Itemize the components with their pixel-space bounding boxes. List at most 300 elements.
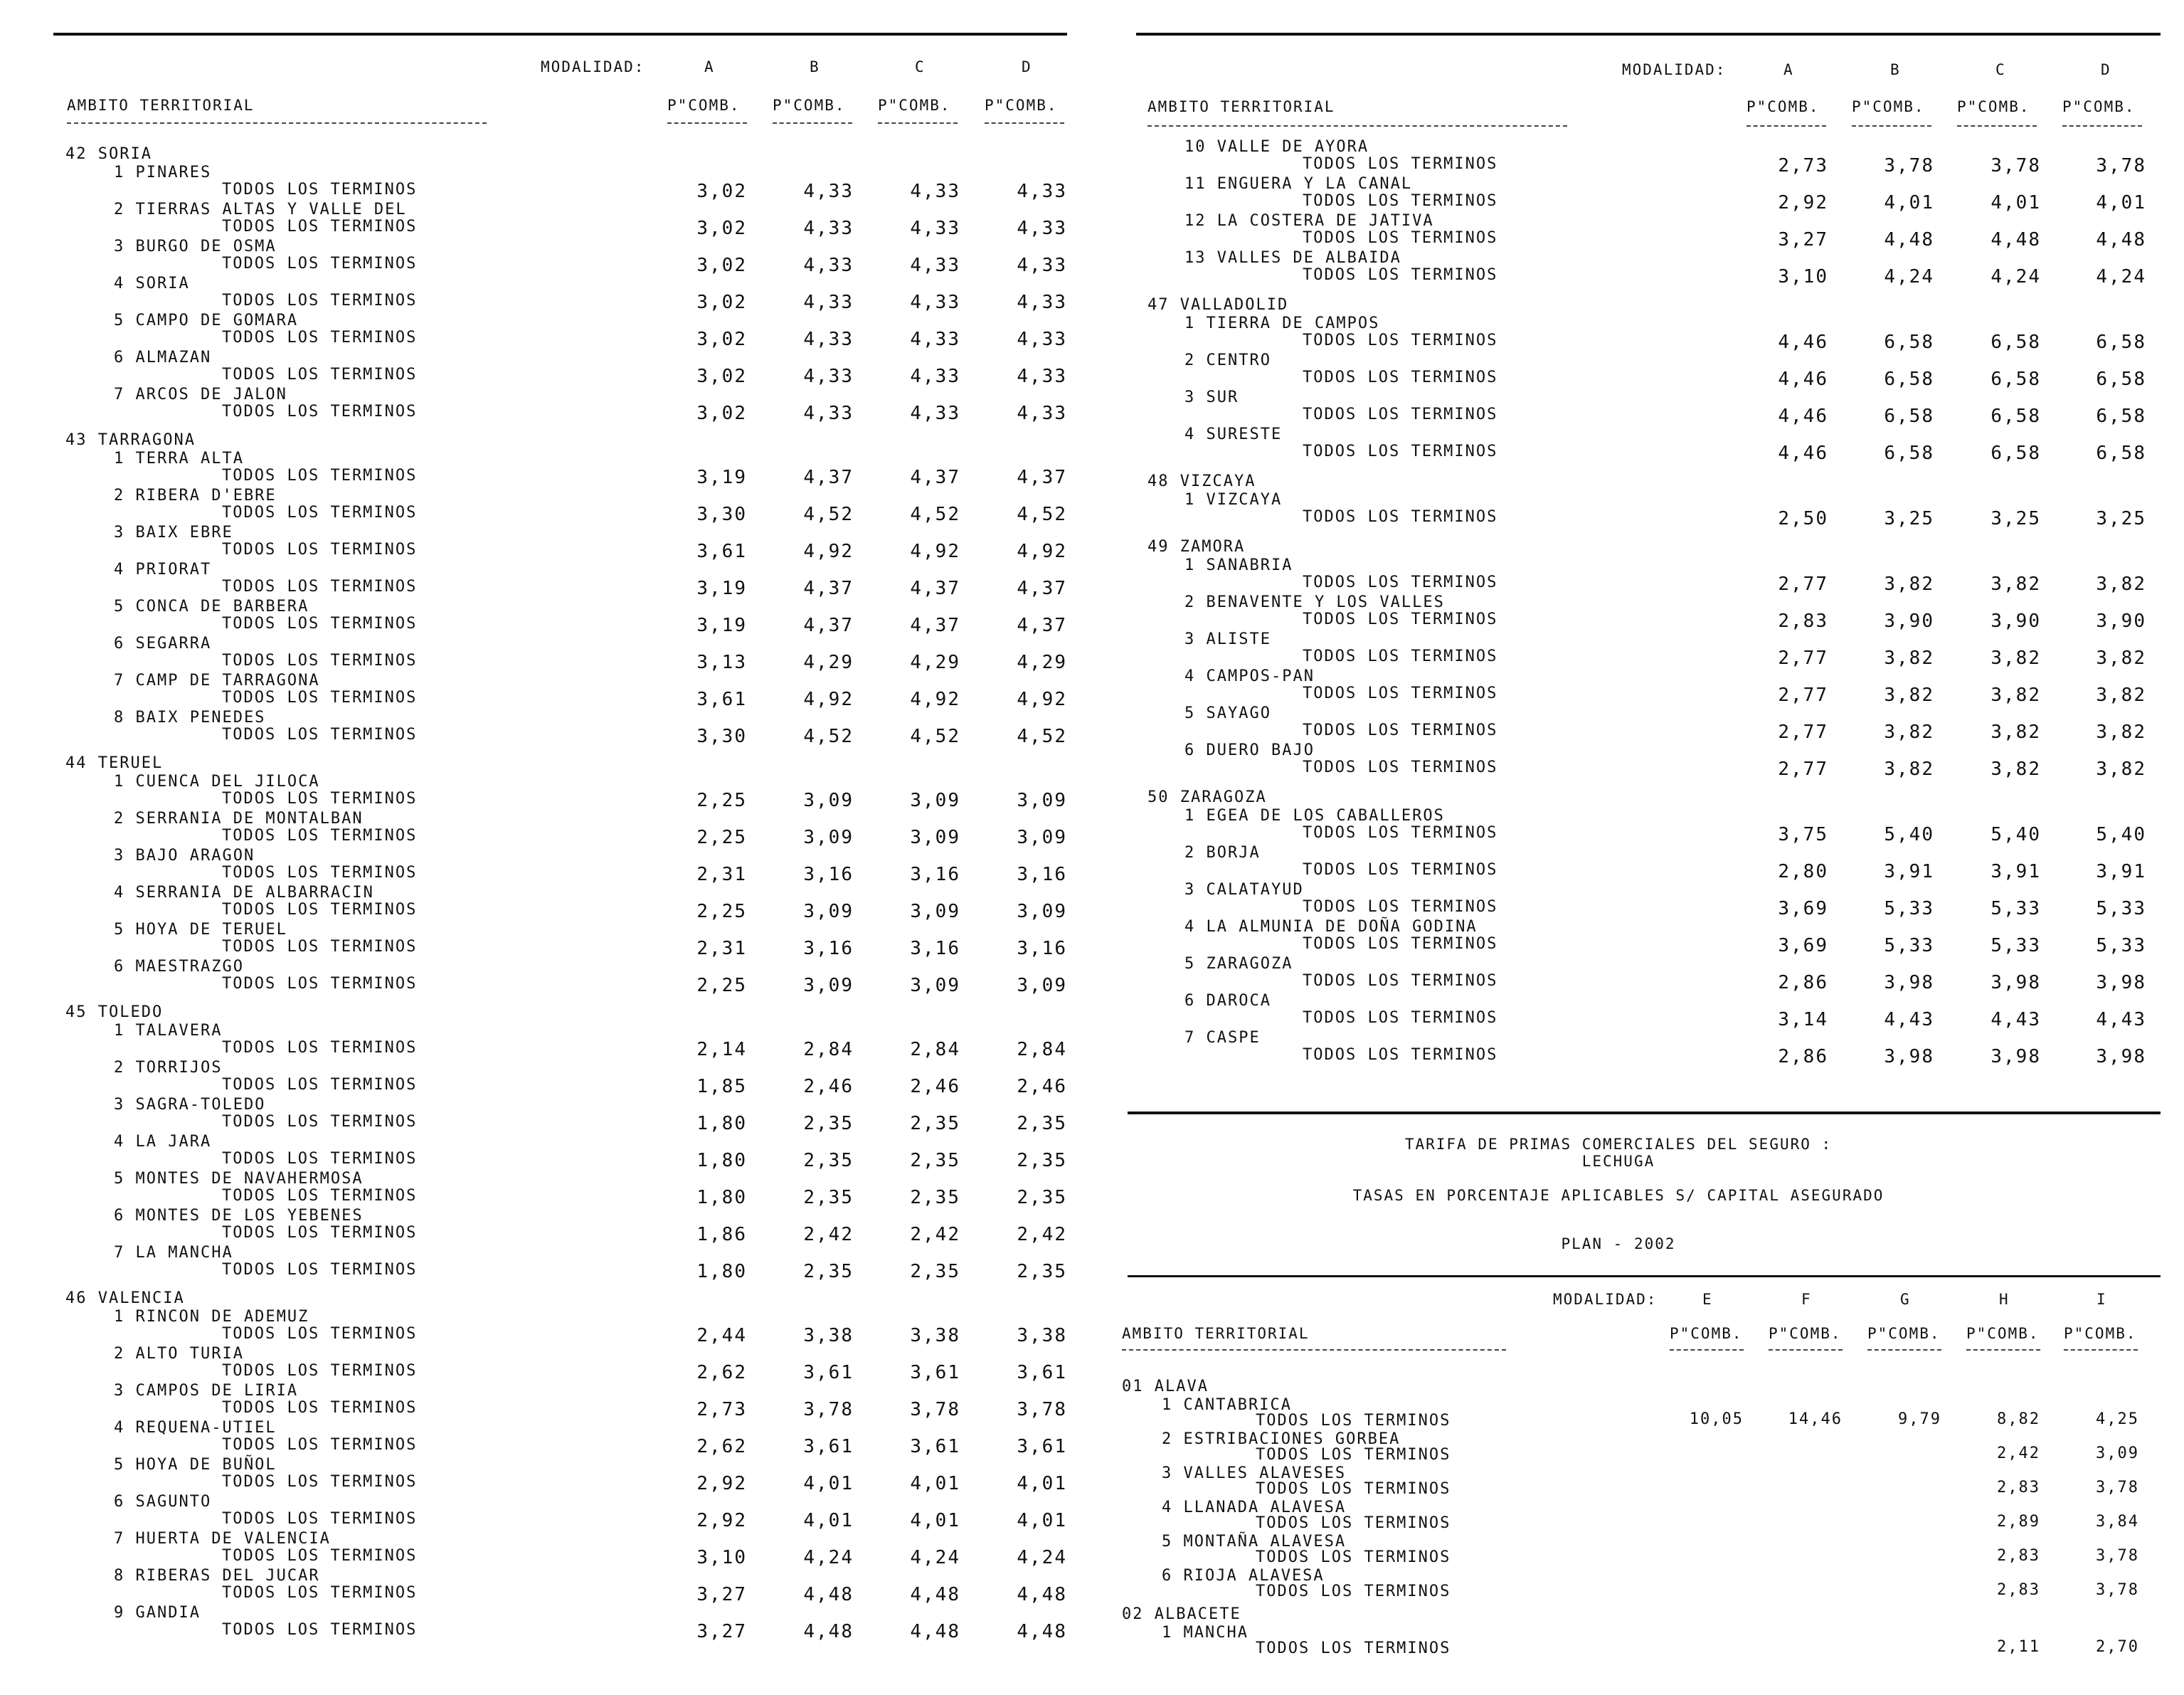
- region-name: 5 MONTES DE NAVAHERMOSA: [114, 1170, 364, 1188]
- value-cell: 3,91: [1884, 861, 1934, 882]
- region-terms: TODOS LOS TERMINOS: [1303, 229, 1498, 247]
- value-cell: 2,44: [696, 1325, 747, 1346]
- value-cell: 3,98: [1990, 1046, 2041, 1067]
- region-terms: TODOS LOS TERMINOS: [222, 938, 418, 956]
- value-cell: 4,33: [1017, 292, 1067, 313]
- value-cell: 2,25: [696, 790, 747, 811]
- value-cell: 3,13: [696, 652, 747, 673]
- value-cell: 3,78: [2096, 1479, 2139, 1496]
- value-cell: 3,16: [910, 938, 960, 959]
- value-cell: 4,33: [803, 366, 854, 387]
- top-rule: [53, 33, 1067, 36]
- value-cell: 3,78: [1017, 1399, 1067, 1420]
- value-cell: 3,91: [1990, 861, 2041, 882]
- region-terms: TODOS LOS TERMINOS: [1256, 1446, 1451, 1464]
- value-cell: 5,33: [1884, 898, 1934, 919]
- value-cell: 2,35: [910, 1113, 960, 1134]
- value-cell: 4,33: [1017, 181, 1067, 202]
- region-terms: TODOS LOS TERMINOS: [222, 1399, 418, 1417]
- col-header-d: D: [1022, 58, 1032, 75]
- region-name: 3 BURGO DE OSMA: [114, 238, 277, 255]
- pcomb-underline-a: [1746, 125, 1826, 127]
- value-cell: 3,09: [803, 901, 854, 922]
- value-cell: 4,25: [2096, 1410, 2139, 1428]
- value-cell: 4,33: [803, 218, 854, 239]
- province-heading: 47 VALLADOLID: [1147, 296, 1289, 314]
- value-cell: 2,11: [1997, 1638, 2040, 1656]
- value-cell: 3,27: [696, 1621, 747, 1642]
- value-cell: 4,37: [803, 467, 854, 488]
- value-cell: 3,75: [1778, 824, 1828, 845]
- value-cell: 4,24: [1990, 266, 2041, 287]
- value-cell: 4,29: [803, 652, 854, 673]
- value-cell: 4,33: [910, 218, 960, 239]
- value-cell: 3,61: [910, 1362, 960, 1383]
- value-cell: 1,80: [696, 1187, 747, 1208]
- region-name: 2 RIBERA D'EBRE: [114, 487, 277, 505]
- value-cell: 2,77: [1778, 648, 1828, 669]
- value-cell: 3,61: [910, 1436, 960, 1457]
- region-terms: TODOS LOS TERMINOS: [222, 1150, 418, 1168]
- value-cell: 3,30: [696, 726, 747, 747]
- value-cell: 3,61: [696, 541, 747, 562]
- value-cell: 2,92: [696, 1473, 747, 1494]
- top-rule: [1136, 33, 2161, 36]
- region-name: 5 HOYA DE BUÑOL: [114, 1456, 277, 1474]
- value-cell: 4,33: [910, 403, 960, 424]
- value-cell: 3,78: [2096, 1581, 2139, 1599]
- region-terms: TODOS LOS TERMINOS: [222, 1547, 418, 1565]
- value-cell: 2,83: [1997, 1581, 2040, 1599]
- value-cell: 2,35: [910, 1261, 960, 1282]
- modalidad-label: MODALIDAD:: [1622, 61, 1727, 78]
- region-terms: TODOS LOS TERMINOS: [1303, 935, 1498, 953]
- tarifa-modalidad-label: MODALIDAD:: [1553, 1291, 1658, 1308]
- region-terms: TODOS LOS TERMINOS: [222, 1076, 418, 1094]
- value-cell: 3,90: [1990, 611, 2041, 632]
- region-terms: TODOS LOS TERMINOS: [222, 1325, 418, 1343]
- value-cell: 4,52: [1017, 726, 1067, 747]
- value-cell: 3,38: [910, 1325, 960, 1346]
- value-cell: 2,35: [1017, 1261, 1067, 1282]
- value-cell: 3,98: [2096, 1046, 2146, 1067]
- value-cell: 4,43: [2096, 1009, 2146, 1030]
- value-cell: 1,86: [696, 1224, 747, 1245]
- tarifa-underline-e: [1670, 1349, 1744, 1351]
- col-header-c: C: [1995, 61, 2006, 78]
- region-terms: TODOS LOS TERMINOS: [1256, 1548, 1451, 1566]
- region-terms: TODOS LOS TERMINOS: [222, 1187, 418, 1205]
- value-cell: 3,27: [1778, 229, 1828, 250]
- province-heading: 48 VIZCAYA: [1147, 472, 1256, 490]
- value-cell: 3,09: [803, 790, 854, 811]
- region-terms: TODOS LOS TERMINOS: [222, 467, 418, 485]
- region-name: 5 SAYAGO: [1184, 704, 1271, 722]
- ambito-label: AMBITO TERRITORIAL: [1147, 98, 1335, 115]
- value-cell: 4,33: [910, 292, 960, 313]
- value-cell: 3,82: [2096, 722, 2146, 743]
- value-cell: 2,77: [1778, 685, 1828, 706]
- value-cell: 3,82: [1884, 685, 1934, 706]
- region-name: 1 EGEA DE LOS CABALLEROS: [1184, 807, 1445, 825]
- region-terms: TODOS LOS TERMINOS: [1256, 1514, 1451, 1532]
- value-cell: 4,52: [803, 726, 854, 747]
- pcomb-underline-b: [1852, 125, 1931, 127]
- region-name: 2 BORJA: [1184, 844, 1261, 862]
- value-cell: 3,82: [1884, 574, 1934, 595]
- value-cell: 2,46: [910, 1076, 960, 1097]
- value-cell: 4,33: [1017, 403, 1067, 424]
- region-name: 12 LA COSTERA DE JATIVA: [1184, 212, 1434, 230]
- region-name: 6 ALMAZAN: [114, 349, 212, 366]
- region-terms: TODOS LOS TERMINOS: [1303, 192, 1498, 210]
- section-rule: [1128, 1111, 2161, 1114]
- tarifa-col-header-i: I: [2096, 1291, 2107, 1308]
- tarifa-pcomb-e: P"COMB.: [1670, 1325, 1743, 1342]
- value-cell: 2,25: [696, 975, 747, 996]
- value-cell: 2,14: [696, 1039, 747, 1060]
- region-terms: TODOS LOS TERMINOS: [1303, 1009, 1498, 1027]
- value-cell: 2,35: [1017, 1113, 1067, 1134]
- value-cell: 2,83: [1997, 1479, 2040, 1496]
- region-terms: TODOS LOS TERMINOS: [222, 1039, 418, 1057]
- region-terms: TODOS LOS TERMINOS: [222, 1113, 418, 1131]
- value-cell: 1,80: [696, 1150, 747, 1171]
- region-name: 5 CAMPO DE GOMARA: [114, 312, 299, 329]
- value-cell: 2,86: [1778, 972, 1828, 993]
- value-cell: 10,05: [1689, 1410, 1744, 1428]
- value-cell: 3,16: [803, 864, 854, 885]
- value-cell: 8,82: [1997, 1410, 2040, 1428]
- province-heading: 42 SORIA: [65, 145, 152, 163]
- value-cell: 4,33: [1017, 366, 1067, 387]
- region-name: 3 BAIX EBRE: [114, 524, 233, 542]
- value-cell: 4,43: [1884, 1009, 1934, 1030]
- value-cell: 5,33: [2096, 935, 2146, 956]
- value-cell: 3,25: [1884, 508, 1934, 529]
- region-terms: TODOS LOS TERMINOS: [1303, 898, 1498, 916]
- value-cell: 3,16: [1017, 938, 1067, 959]
- value-cell: 3,10: [1778, 266, 1828, 287]
- region-terms: TODOS LOS TERMINOS: [222, 1473, 418, 1491]
- value-cell: 4,52: [1017, 504, 1067, 525]
- pcomb-label-c: P"COMB.: [878, 97, 951, 114]
- tarifa-col-header-e: E: [1702, 1291, 1713, 1308]
- value-cell: 3,69: [1778, 898, 1828, 919]
- region-terms: TODOS LOS TERMINOS: [222, 255, 418, 273]
- region-terms: TODOS LOS TERMINOS: [1303, 861, 1498, 879]
- value-cell: 3,09: [1017, 827, 1067, 848]
- value-cell: 3,84: [2096, 1513, 2139, 1531]
- region-name: 4 LA JARA: [114, 1133, 212, 1151]
- region-name: 3 CAMPOS DE LIRIA: [114, 1382, 299, 1400]
- region-terms: TODOS LOS TERMINOS: [1303, 406, 1498, 423]
- value-cell: 2,84: [910, 1039, 960, 1060]
- region-name: 6 MAESTRAZGO: [114, 958, 244, 976]
- province-heading: 02 ALBACETE: [1122, 1605, 1241, 1623]
- value-cell: 3,90: [2096, 611, 2146, 632]
- value-cell: 3,02: [696, 181, 747, 202]
- value-cell: 4,37: [910, 578, 960, 599]
- value-cell: 4,92: [1017, 689, 1067, 710]
- value-cell: 4,01: [1017, 1473, 1067, 1494]
- value-cell: 4,01: [1990, 192, 2041, 213]
- value-cell: 1,80: [696, 1113, 747, 1134]
- pcomb-underline-b: [773, 122, 852, 124]
- value-cell: 4,46: [1778, 406, 1828, 427]
- value-cell: 4,01: [1017, 1510, 1067, 1531]
- value-cell: 4,46: [1778, 332, 1828, 353]
- region-terms: TODOS LOS TERMINOS: [1303, 1046, 1498, 1064]
- region-name: 7 HUERTA DE VALENCIA: [114, 1530, 331, 1548]
- value-cell: 4,01: [1884, 192, 1934, 213]
- value-cell: 6,58: [1884, 406, 1934, 427]
- tarifa-col-header-f: F: [1801, 1291, 1812, 1308]
- value-cell: 4,33: [803, 255, 854, 276]
- value-cell: 3,09: [803, 827, 854, 848]
- value-cell: 4,24: [910, 1547, 960, 1568]
- region-terms: TODOS LOS TERMINOS: [222, 652, 418, 670]
- value-cell: 4,92: [803, 541, 854, 562]
- tarifa-top-rule: [1128, 1275, 2161, 1277]
- value-cell: 6,58: [2096, 443, 2146, 464]
- tarifa-plan: PLAN - 2002: [1561, 1235, 1676, 1252]
- value-cell: 2,92: [1778, 192, 1828, 213]
- region-name: 1 RINCON DE ADEMUZ: [114, 1308, 309, 1326]
- value-cell: 4,46: [1778, 369, 1828, 390]
- region-name: 1 PINARES: [114, 164, 212, 181]
- col-header-b: B: [810, 58, 820, 75]
- value-cell: 3,25: [2096, 508, 2146, 529]
- value-cell: 9,79: [1898, 1410, 1941, 1428]
- region-terms: TODOS LOS TERMINOS: [222, 329, 418, 347]
- ambito-underline: [67, 122, 487, 124]
- value-cell: 4,46: [1778, 443, 1828, 464]
- col-header-a: A: [1783, 61, 1794, 78]
- value-cell: 3,16: [1017, 864, 1067, 885]
- value-cell: 2,35: [803, 1150, 854, 1171]
- tarifa-ambito-underline: [1122, 1349, 1506, 1351]
- col-header-c: C: [915, 58, 926, 75]
- tarifa-pcomb-g: P"COMB.: [1867, 1325, 1941, 1342]
- value-cell: 4,33: [910, 329, 960, 350]
- value-cell: 4,33: [1017, 218, 1067, 239]
- pcomb-label-c: P"COMB.: [1957, 98, 2030, 115]
- region-name: 7 CAMP DE TARRAGONA: [114, 672, 320, 690]
- region-name: 1 VIZCAYA: [1184, 491, 1283, 509]
- value-cell: 3,78: [2096, 1547, 2139, 1565]
- value-cell: 5,33: [1884, 935, 1934, 956]
- province-heading: 43 TARRAGONA: [65, 431, 196, 449]
- region-name: 1 CANTABRICA: [1162, 1396, 1292, 1414]
- value-cell: 3,19: [696, 615, 747, 636]
- pcomb-underline-d: [2062, 125, 2142, 127]
- region-terms: TODOS LOS TERMINOS: [222, 1362, 418, 1380]
- value-cell: 3,09: [2096, 1445, 2139, 1462]
- region-terms: TODOS LOS TERMINOS: [1256, 1480, 1451, 1498]
- region-name: 3 SAGRA-TOLEDO: [114, 1096, 266, 1114]
- value-cell: 5,33: [1990, 935, 2041, 956]
- value-cell: 3,09: [910, 975, 960, 996]
- region-name: 13 VALLES DE ALBAIDA: [1184, 249, 1401, 267]
- region-terms: TODOS LOS TERMINOS: [1303, 155, 1498, 173]
- value-cell: 3,61: [1017, 1362, 1067, 1383]
- value-cell: 3,78: [1990, 155, 2041, 176]
- right-page: [1092, 0, 2184, 1695]
- value-cell: 3,82: [1884, 648, 1934, 669]
- value-cell: 2,77: [1778, 574, 1828, 595]
- region-terms: TODOS LOS TERMINOS: [222, 541, 418, 559]
- value-cell: 14,46: [1788, 1410, 1843, 1428]
- value-cell: 3,61: [803, 1362, 854, 1383]
- value-cell: 4,43: [1990, 1009, 2041, 1030]
- value-cell: 2,35: [803, 1261, 854, 1282]
- region-name: 3 SUR: [1184, 389, 1239, 406]
- region-name: 2 ESTRIBACIONES GORBEA: [1162, 1430, 1401, 1448]
- region-terms: TODOS LOS TERMINOS: [1303, 648, 1498, 665]
- province-heading: 46 VALENCIA: [65, 1289, 185, 1307]
- region-name: 6 DUERO BAJO: [1184, 741, 1315, 759]
- tarifa-ambito-label: AMBITO TERRITORIAL: [1122, 1325, 1310, 1342]
- value-cell: 2,92: [696, 1510, 747, 1531]
- region-name: 6 SEGARRA: [114, 635, 212, 653]
- region-terms: TODOS LOS TERMINOS: [222, 1621, 418, 1639]
- region-name: 2 TIERRAS ALTAS Y VALLE DEL: [114, 201, 407, 218]
- value-cell: 4,48: [803, 1584, 854, 1605]
- region-name: 6 SAGUNTO: [114, 1493, 212, 1511]
- value-cell: 3,14: [1778, 1009, 1828, 1030]
- region-terms: TODOS LOS TERMINOS: [1303, 508, 1498, 526]
- region-terms: TODOS LOS TERMINOS: [222, 578, 418, 596]
- tarifa-underline-g: [1867, 1349, 1941, 1351]
- value-cell: 2,35: [803, 1113, 854, 1134]
- value-cell: 3,82: [1990, 722, 2041, 743]
- region-name: 4 SERRANIA DE ALBARRACIN: [114, 884, 374, 902]
- tarifa-underline-f: [1769, 1349, 1843, 1351]
- value-cell: 3,25: [1990, 508, 2041, 529]
- value-cell: 2,42: [1017, 1224, 1067, 1245]
- value-cell: 2,46: [1017, 1076, 1067, 1097]
- value-cell: 3,98: [1884, 972, 1934, 993]
- value-cell: 3,02: [696, 366, 747, 387]
- region-name: 9 GANDIA: [114, 1604, 201, 1622]
- tarifa-title: TARIFA DE PRIMAS COMERCIALES DEL SEGURO :: [1404, 1136, 1833, 1153]
- region-terms: TODOS LOS TERMINOS: [1256, 1583, 1451, 1600]
- region-terms: TODOS LOS TERMINOS: [222, 827, 418, 845]
- value-cell: 3,69: [1778, 935, 1828, 956]
- region-terms: TODOS LOS TERMINOS: [222, 615, 418, 633]
- value-cell: 3,82: [2096, 685, 2146, 706]
- region-name: 1 CUENCA DEL JILOCA: [114, 773, 320, 791]
- tarifa-underline-i: [2064, 1349, 2138, 1351]
- value-cell: 5,40: [2096, 824, 2146, 845]
- value-cell: 2,73: [696, 1399, 747, 1420]
- tarifa-subtitle: TASAS EN PORCENTAJE APLICABLES S/ CAPITAL ASEGURADO: [1352, 1187, 1885, 1204]
- value-cell: 4,48: [1017, 1584, 1067, 1605]
- value-cell: 2,80: [1778, 861, 1828, 882]
- value-cell: 2,62: [696, 1362, 747, 1383]
- value-cell: 4,48: [803, 1621, 854, 1642]
- value-cell: 2,31: [696, 864, 747, 885]
- value-cell: 3,98: [1884, 1046, 1934, 1067]
- value-cell: 2,35: [1017, 1187, 1067, 1208]
- pcomb-label-d: P"COMB.: [985, 97, 1058, 114]
- region-name: 4 CAMPOS-PAN: [1184, 667, 1315, 685]
- region-terms: TODOS LOS TERMINOS: [1303, 611, 1498, 628]
- region-terms: TODOS LOS TERMINOS: [1256, 1412, 1451, 1430]
- value-cell: 6,58: [2096, 369, 2146, 390]
- value-cell: 4,01: [910, 1473, 960, 1494]
- value-cell: 2,84: [1017, 1039, 1067, 1060]
- province-heading: 45 TOLEDO: [65, 1003, 164, 1021]
- region-terms: TODOS LOS TERMINOS: [1303, 443, 1498, 460]
- value-cell: 6,58: [1990, 443, 2041, 464]
- region-terms: TODOS LOS TERMINOS: [222, 975, 418, 993]
- region-name: 4 REQUENA-UTIEL: [114, 1419, 277, 1437]
- value-cell: 3,09: [1017, 901, 1067, 922]
- value-cell: 4,33: [910, 181, 960, 202]
- value-cell: 6,58: [2096, 406, 2146, 427]
- value-cell: 3,82: [1990, 759, 2041, 780]
- pcomb-underline-c: [878, 122, 958, 124]
- value-cell: 2,86: [1778, 1046, 1828, 1067]
- tarifa-crop: LECHUGA: [1581, 1153, 1655, 1170]
- region-name: 7 LA MANCHA: [114, 1244, 233, 1262]
- value-cell: 3,82: [2096, 648, 2146, 669]
- value-cell: 4,37: [1017, 467, 1067, 488]
- region-name: 7 CASPE: [1184, 1029, 1261, 1047]
- value-cell: 3,27: [696, 1584, 747, 1605]
- value-cell: 2,42: [1997, 1445, 2040, 1462]
- value-cell: 3,16: [910, 864, 960, 885]
- value-cell: 4,52: [910, 504, 960, 525]
- region-name: 5 HOYA DE TERUEL: [114, 921, 287, 939]
- pcomb-label-b: P"COMB.: [773, 97, 846, 114]
- region-terms: TODOS LOS TERMINOS: [1303, 824, 1498, 842]
- region-name: 4 LLANADA ALAVESA: [1162, 1499, 1347, 1516]
- region-terms: TODOS LOS TERMINOS: [1303, 685, 1498, 702]
- region-name: 8 BAIX PENEDES: [114, 709, 266, 727]
- value-cell: 3,16: [803, 938, 854, 959]
- col-header-d: D: [2101, 61, 2111, 78]
- region-name: 7 ARCOS DE JALON: [114, 386, 287, 403]
- modalidad-label: MODALIDAD:: [541, 58, 645, 75]
- region-terms: TODOS LOS TERMINOS: [222, 218, 418, 236]
- value-cell: 2,77: [1778, 759, 1828, 780]
- value-cell: 3,09: [1017, 790, 1067, 811]
- value-cell: 4,37: [910, 467, 960, 488]
- value-cell: 4,52: [910, 726, 960, 747]
- value-cell: 3,78: [803, 1399, 854, 1420]
- tarifa-pcomb-h: P"COMB.: [1966, 1325, 2040, 1342]
- value-cell: 4,33: [1017, 255, 1067, 276]
- value-cell: 6,58: [1990, 332, 2041, 353]
- tarifa-underline-h: [1966, 1349, 2040, 1351]
- value-cell: 4,37: [803, 578, 854, 599]
- value-cell: 3,82: [1990, 574, 2041, 595]
- value-cell: 2,35: [910, 1187, 960, 1208]
- value-cell: 3,09: [910, 827, 960, 848]
- value-cell: 4,01: [910, 1510, 960, 1531]
- value-cell: 2,83: [1778, 611, 1828, 632]
- value-cell: 3,61: [803, 1436, 854, 1457]
- value-cell: 3,09: [910, 901, 960, 922]
- region-name: 2 SERRANIA DE MONTALBAN: [114, 810, 364, 828]
- region-name: 3 ALISTE: [1184, 630, 1271, 648]
- value-cell: 4,92: [910, 689, 960, 710]
- value-cell: 5,33: [2096, 898, 2146, 919]
- value-cell: 3,82: [2096, 574, 2146, 595]
